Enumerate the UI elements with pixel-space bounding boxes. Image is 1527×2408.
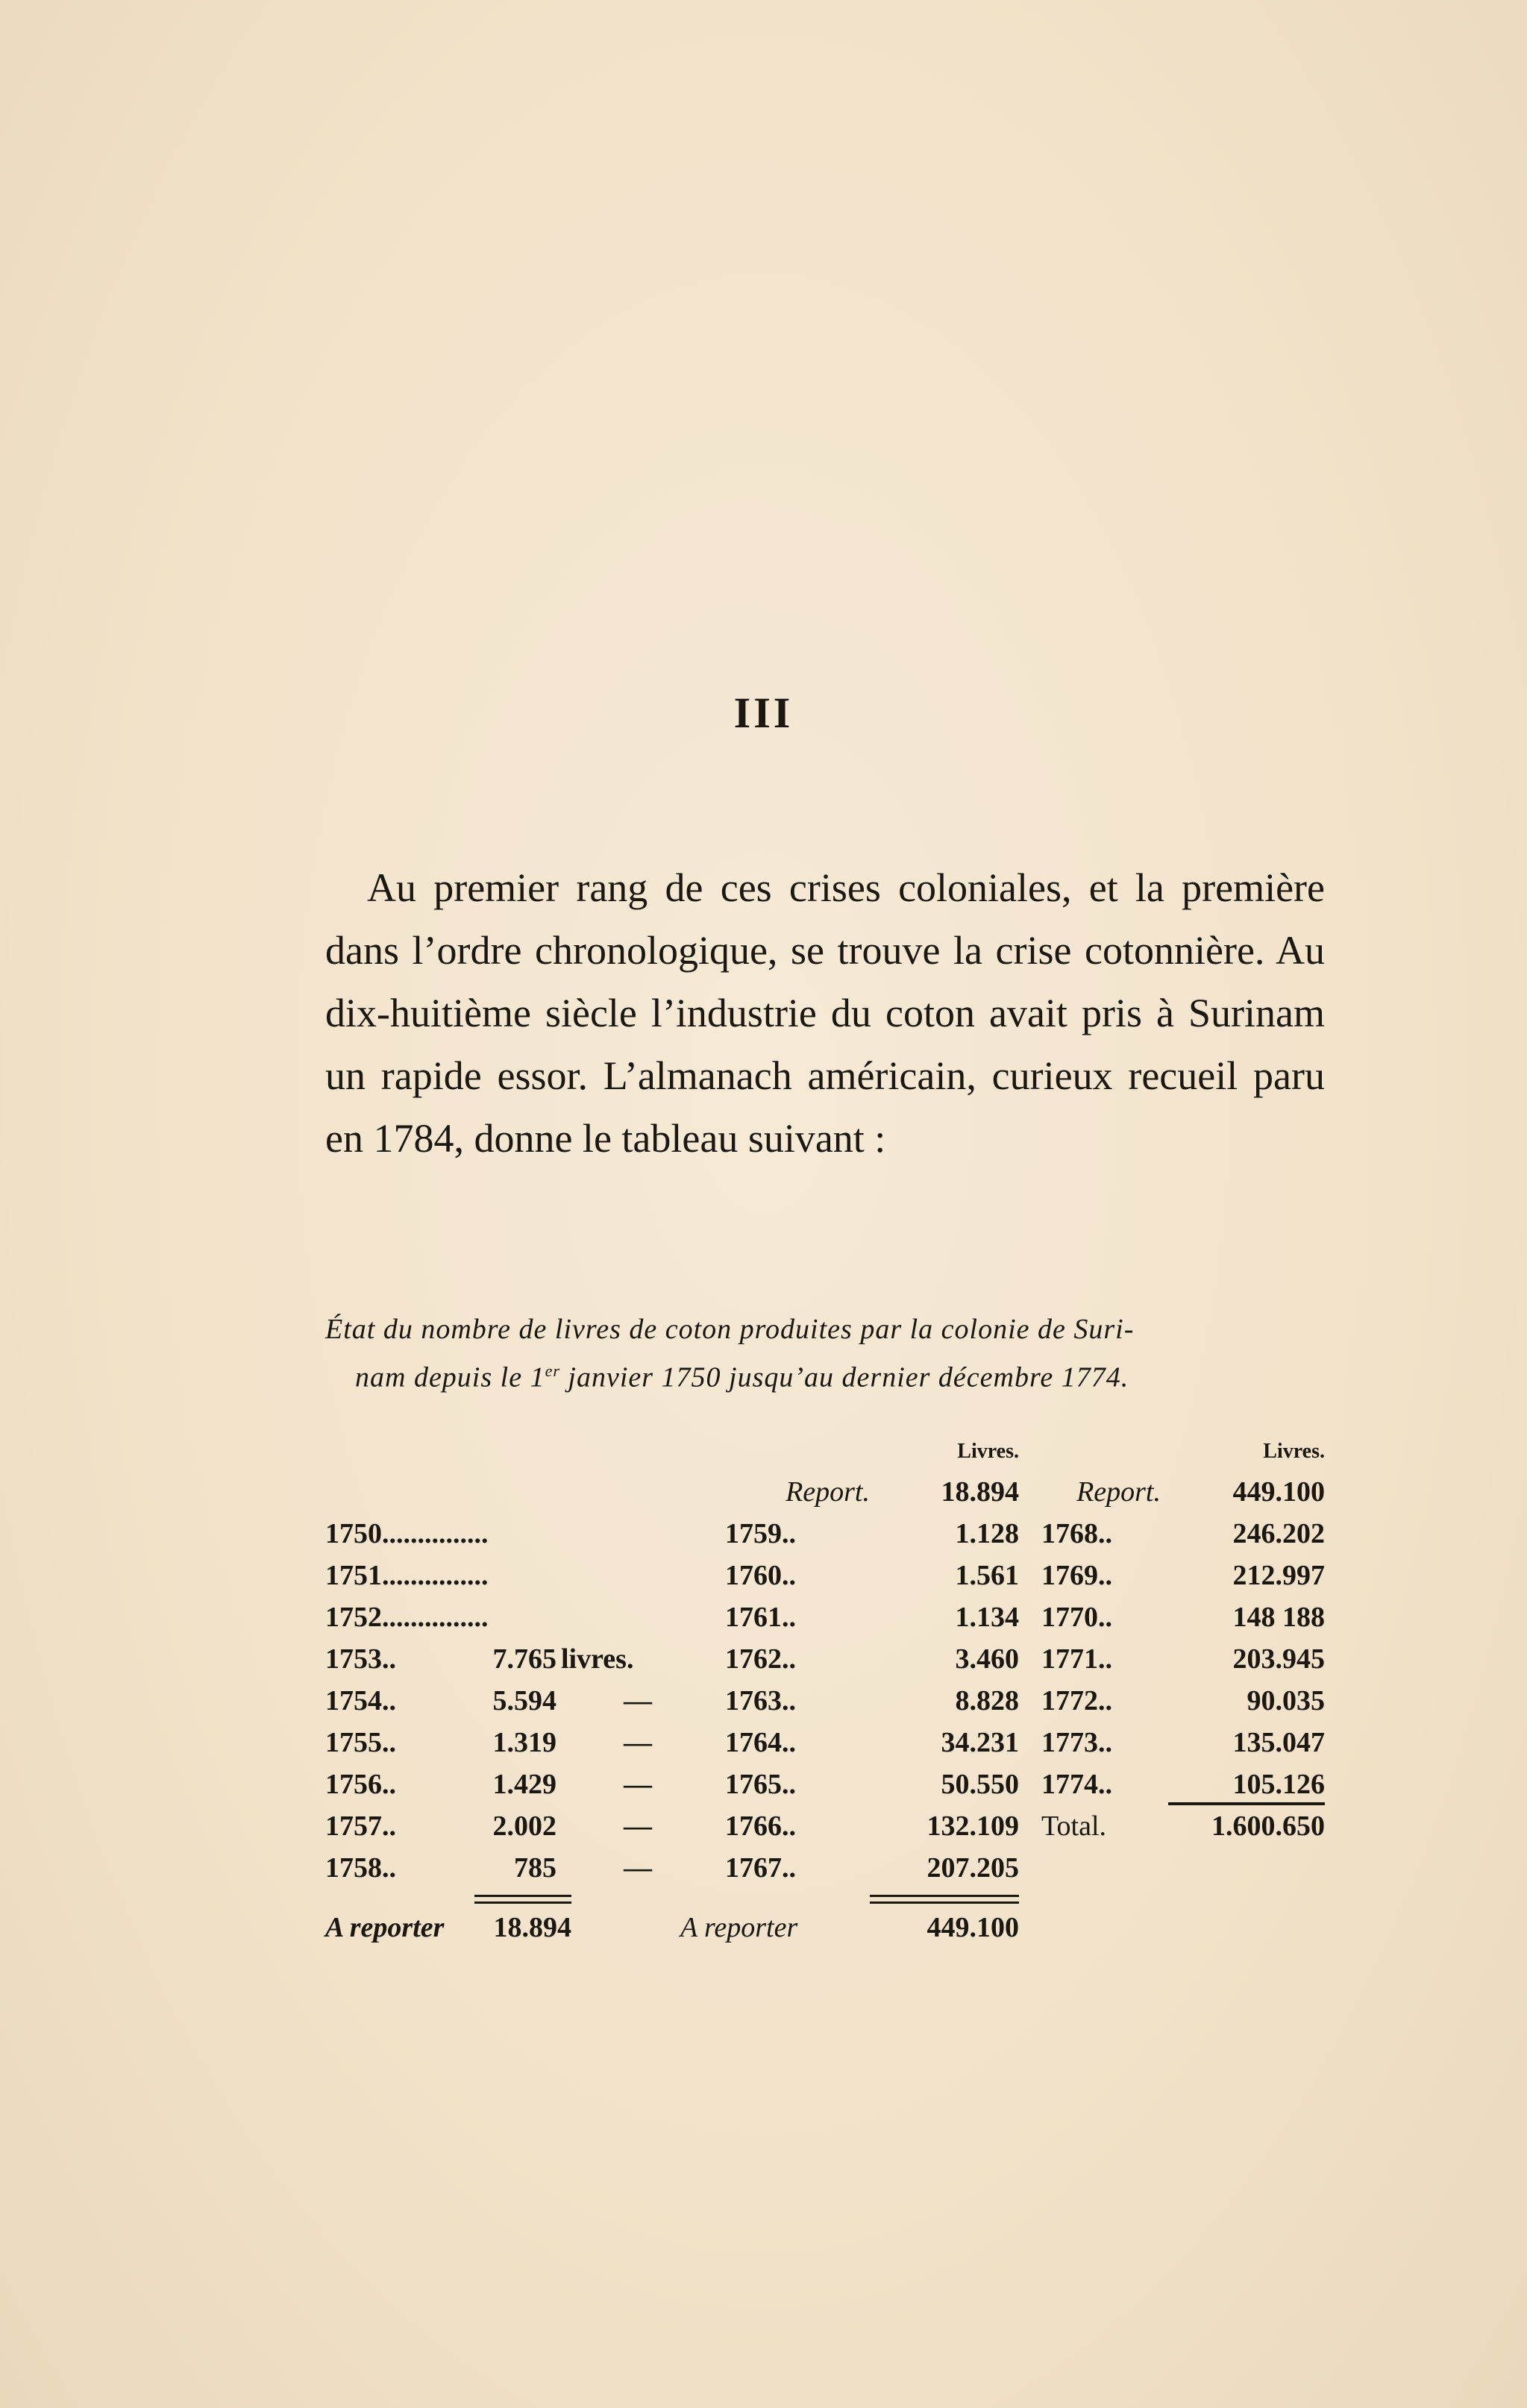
row-year: 1762.. <box>725 1643 796 1675</box>
report-label-col2: Report. <box>786 1476 870 1508</box>
carry-value-col1: 18.894 <box>493 1912 571 1943</box>
table-row <box>325 1559 489 1592</box>
table-row <box>325 1601 489 1634</box>
row-year: 1756.. <box>325 1769 396 1800</box>
row-year: 1761.. <box>725 1602 796 1633</box>
row-year: 1767.. <box>725 1852 796 1884</box>
row-year: 1760.. <box>725 1560 796 1591</box>
row-year: 1757.. <box>325 1810 396 1842</box>
row-year: 1769.. <box>1041 1560 1112 1591</box>
row-value: 132.109 <box>926 1810 1019 1842</box>
row-year: 1763.. <box>725 1685 796 1716</box>
total-label: Total. <box>1041 1810 1107 1842</box>
row-year: 1771.. <box>1041 1643 1112 1675</box>
row-value: 3.460 <box>955 1643 1019 1675</box>
row-dots: ............... <box>382 1518 489 1549</box>
body-paragraph: Au premier rang de ces crises coloniales, et la première dans l’ordre chronologique, se trouve la crise cotonnière. Au dix-huitième siècle l’industrie du coton avait pris à Surinam un rapide essor. L’almanach américain, curieux recueil paru en 1784, donne le tableau suivant : <box>325 865 1325 1161</box>
row-value: 5.594 <box>492 1685 556 1716</box>
total-rule <box>1168 1802 1325 1805</box>
row-year: 1766.. <box>725 1810 796 1842</box>
row-year: 1768.. <box>1041 1518 1112 1549</box>
row-value: 148 188 <box>1232 1602 1325 1633</box>
row-year: 1772.. <box>1041 1685 1112 1716</box>
row-value: 203.945 <box>1232 1643 1325 1675</box>
row-year: 1750 <box>325 1518 382 1549</box>
row-unit: — <box>624 1727 652 1758</box>
row-value: 50.550 <box>941 1769 1019 1800</box>
row-value: 90.035 <box>1247 1685 1325 1716</box>
carry-value-col2: 449.100 <box>926 1912 1019 1943</box>
row-value: 2.002 <box>492 1810 556 1842</box>
row-value: 1.429 <box>492 1769 556 1800</box>
row-value: 1.561 <box>955 1560 1019 1591</box>
row-year: 1752 <box>325 1602 382 1633</box>
row-value: 135.047 <box>1232 1727 1325 1758</box>
table-caption <box>325 1308 1325 1399</box>
row-unit: — <box>624 1769 652 1800</box>
report-label-col3: Report. <box>1076 1476 1161 1508</box>
row-value: 785 <box>514 1852 556 1884</box>
row-year: 1773.. <box>1041 1727 1112 1758</box>
row-year: 1774.. <box>1041 1769 1112 1800</box>
row-value: 246.202 <box>1232 1518 1325 1549</box>
row-dots: ............... <box>382 1602 489 1633</box>
row-value: 7.765 <box>492 1643 556 1675</box>
row-value: 212.997 <box>1232 1560 1325 1591</box>
unit-header-col2: Livres. <box>957 1440 1019 1463</box>
row-value: 1.319 <box>492 1727 556 1758</box>
row-dots: ............... <box>382 1560 489 1591</box>
report-value-col2: 18.894 <box>941 1476 1019 1508</box>
caption-superscript: er <box>545 1361 560 1380</box>
carry-rule-col1 <box>474 1895 571 1904</box>
unit-header-col3: Livres. <box>1263 1440 1325 1463</box>
report-value-col3: 449.100 <box>1232 1476 1325 1508</box>
caption-line-2-start: nam depuis le 1 <box>355 1361 545 1393</box>
row-year: 1754.. <box>325 1685 396 1716</box>
total-value: 1.600.650 <box>1211 1810 1325 1842</box>
row-value: 1.134 <box>955 1602 1019 1633</box>
carry-rule-col2 <box>870 1895 1019 1904</box>
row-value: 207.205 <box>926 1852 1019 1884</box>
row-value: 8.828 <box>955 1685 1019 1716</box>
caption-line-2-end: janvier 1750 jusqu’au dernier décembre 1774. <box>559 1361 1129 1393</box>
row-year: 1753.. <box>325 1643 396 1675</box>
row-year: 1751 <box>325 1560 382 1591</box>
row-unit: — <box>624 1852 652 1884</box>
row-value: 34.231 <box>941 1727 1019 1758</box>
row-value: 1.128 <box>955 1518 1019 1549</box>
row-unit: — <box>624 1685 652 1716</box>
row-unit: — <box>624 1810 652 1842</box>
caption-line-1: État du nombre de livres de coton produites par la colonie de Suri- <box>325 1314 1135 1345</box>
row-value: 105.126 <box>1232 1769 1325 1800</box>
row-year: 1770.. <box>1041 1602 1112 1633</box>
row-year: 1764.. <box>725 1727 796 1758</box>
carry-label-col2: A reporter <box>680 1912 798 1943</box>
row-year: 1758.. <box>325 1852 396 1884</box>
table-row <box>325 1517 489 1550</box>
row-unit: livres. <box>561 1643 634 1675</box>
row-year: 1755.. <box>325 1727 396 1758</box>
caption-line-2 <box>325 1350 1325 1399</box>
section-number: III <box>733 689 794 737</box>
carry-label-col1: A reporter <box>325 1912 445 1943</box>
row-year: 1759.. <box>725 1518 796 1549</box>
row-year: 1765.. <box>725 1769 796 1800</box>
cotton-production-table <box>325 1431 1325 1968</box>
